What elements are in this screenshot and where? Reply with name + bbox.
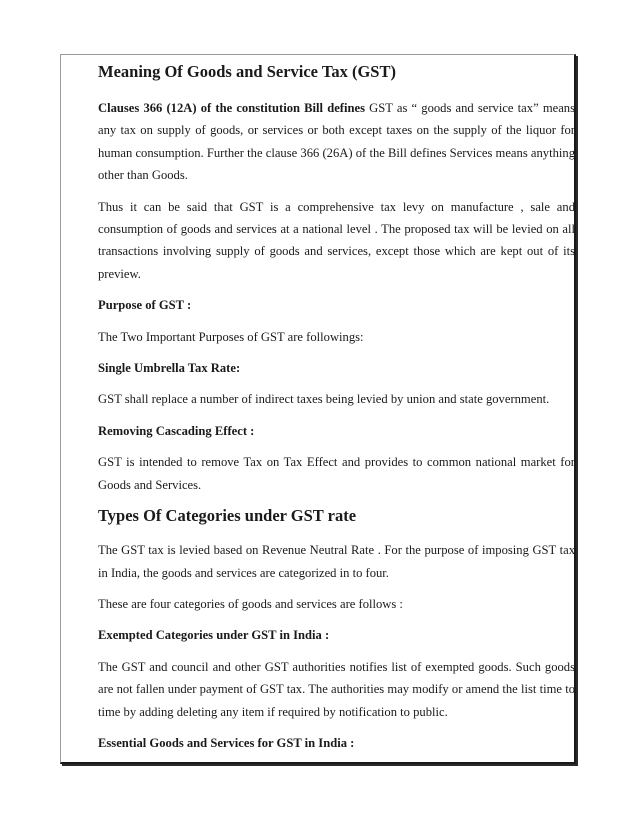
types-title: Types Of Categories under GST rate — [98, 506, 357, 526]
cascade-heading: Removing Cascading Effect : — [98, 423, 255, 438]
definition-rest: GST as “ goods and service tax” means any tax on supply of goods, or services or both except taxes on the supply of the liquor for human consumption. Further the clause 366 (26A) of the Bill defines Services means anything other than Goods. — [98, 101, 575, 183]
definition-paragraph — [98, 97, 575, 187]
types-paragraph-1: The GST tax is levied based on Revenue Neutral Rate . For the purpose of imposing GST tax in India, the goods and services are categorized in to four. — [98, 543, 575, 580]
summary-paragraph: Thus it can be said that GST is a comprehensive tax levy on manufacture , sale and consumption of goods and services at a national level . The proposed tax will be levied on all transactions involving supply of goods and services, except those which are kept out of its preview. — [98, 199, 575, 281]
purpose-heading: Purpose of GST : — [98, 298, 192, 313]
exempted-heading: Exempted Categories under GST in India : — [98, 628, 330, 643]
page-title: Meaning Of Goods and Service Tax (GST) — [98, 62, 396, 81]
definition-lead: Clauses 366 (12A) of the constitution Bill defines — [98, 101, 365, 115]
types-paragraph-2: These are four categories of goods and services are follows : — [98, 596, 403, 611]
purpose-intro: The Two Important Purposes of GST are followings: — [98, 329, 364, 344]
umbrella-text: GST shall replace a number of indirect taxes being levied by union and state government. — [98, 392, 550, 407]
umbrella-heading: Single Umbrella Tax Rate: — [98, 361, 241, 376]
cascade-text: GST is intended to remove Tax on Tax Effect and provides to common national market for Goods and Services. — [98, 455, 575, 492]
exempted-text: The GST and council and other GST authorities notifies list of exempted goods. Such goods are not fallen under payment of GST tax. The authorities may modify or amend the list time to time by adding deleting any item if required by notification to public. — [98, 659, 575, 719]
essential-heading: Essential Goods and Services for GST in India : — [98, 735, 355, 750]
document-body — [98, 58, 575, 763]
